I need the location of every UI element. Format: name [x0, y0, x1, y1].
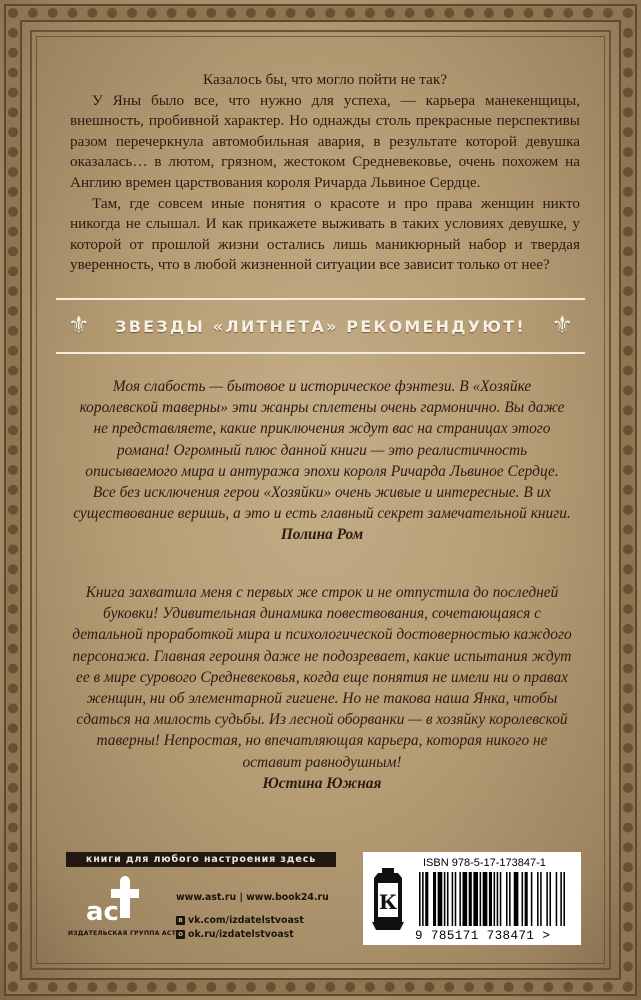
blurb-paragraph: У Яны было все, что нужно для успеха, — карьера манекенщицы, внешность, пробивной характер. Но однажды столь прекрасные перспективы разом перечеркнула автомобильная авария, в результате которой девушка оказалась… в лютом, грязном, жестоком Средневековье, очень похожем на Англию времен царствования короля Ричарда Львиное Сердце.	[70, 91, 580, 191]
barcode-bar	[447, 872, 449, 926]
barcode-bar	[494, 872, 496, 926]
ok-url: ok.ru/izdatelstvoast	[188, 929, 294, 940]
lantern-icon	[368, 868, 408, 934]
barcode-bar	[459, 872, 461, 926]
barcode-bar	[500, 872, 502, 926]
banner-title: ЗВЕЗДЫ «ЛИТНЕТА» РЕКОМЕНДУЮТ!	[115, 316, 526, 336]
publisher-caption: ИЗДАТЕЛЬСКАЯ ГРУППА АСТ	[67, 930, 177, 937]
barcode-bar	[509, 872, 511, 926]
barcode-bar	[560, 872, 562, 926]
barcode-bar	[438, 872, 443, 926]
websites[interactable]: www.ast.ru | www.book24.ru	[176, 892, 329, 903]
barcode-bar	[549, 872, 551, 926]
barcode-bar	[469, 872, 472, 926]
barcode-bar	[425, 872, 428, 926]
tagline-strip: книги для любого настроения здесь	[66, 852, 336, 867]
vk-link[interactable]	[176, 915, 304, 926]
barcode-bar	[525, 872, 528, 926]
review-yustina-yuzhnaya	[72, 582, 572, 794]
review-text: Моя слабость — бытовое и историческое фэнтези. В «Хозяйке королевской таверны» эти жанры сплетены очень гармонично. Вы даже не представляете, какие приключения ждут вас на страницах этого романа! Огромный плюс данной книги — это реалистичность описываемого мира и антуража эпохи короля Ричарда Львиное Сердце. Все без исключения герои «Хозяйки» очень живые и интересные. В их существование веришь, а это и есть главный секрет замечательной книги.	[73, 378, 571, 523]
review-polina-rom	[72, 376, 572, 546]
barcode-bar	[452, 872, 454, 926]
barcode-bar	[497, 872, 499, 926]
barcode-bar	[563, 872, 565, 926]
barcode-bar	[531, 872, 533, 926]
isbn: ISBN 978-5-17-173847-1	[423, 857, 546, 869]
barcode-bar	[483, 872, 488, 926]
barcode-bar	[473, 872, 478, 926]
review-text: Книга захватила меня с первых же строк и не отпустила до последней буковки! Удивительная динамика повествования, сочетающаяся с детальной проработкой мира и психологической достоверностью каждого персонажа. Главная героиня даже не подозревает, какие испытания ждут ее в мире сурового Средневековья, когда еще понятия не имели ни о правах женщин, ни об элементарной гигиене. Но не такова наша Янка, чтобы сдаться на милость судьбы. Из лесной оборванки — в хозяйку королевской таверны! Непростая, но впечатляющая карьера, которая никого не оставит равнодушным!	[72, 584, 572, 771]
barcode-number: 9 785171 738471 >	[415, 929, 551, 943]
barcode-bar	[546, 872, 548, 926]
barcode-bar	[537, 872, 539, 926]
blurb-paragraph: Там, где совсем иные понятия о красоте и про права женщин никто никогда не слышал. И как прикажете выживать в таких условиях девушке, у которой от прошлой жизни остались лишь маникюрный набор и твердая уверенность, что в любой жизненной ситуации все зависит только от нее?	[70, 194, 580, 274]
recommendation-banner	[56, 298, 585, 354]
barcode-bar	[419, 872, 421, 926]
vk-icon: в	[176, 916, 185, 925]
barcode-bar	[540, 872, 542, 926]
logo-text: ac	[86, 897, 119, 927]
barcode-bar	[514, 872, 519, 926]
ok-icon: о	[176, 930, 185, 939]
barcode-bar	[462, 872, 467, 926]
barcode-bar	[433, 872, 436, 926]
blurb-paragraph: Казалось бы, что могло пойти не так?	[203, 71, 447, 88]
barcode-bar	[506, 872, 508, 926]
barcode-bar	[455, 872, 457, 926]
book-blurb	[70, 70, 580, 276]
barcode-bar	[522, 872, 524, 926]
barcode-bar	[480, 872, 482, 926]
barcode-bar	[444, 872, 446, 926]
barcode-bar	[422, 872, 424, 926]
fleur-de-lis-icon: ⚜	[68, 311, 90, 339]
svg-text:К: К	[378, 890, 398, 914]
barcode-bar	[556, 872, 558, 926]
barcode-bar	[489, 872, 492, 926]
fleur-de-lis-icon: ⚜	[551, 311, 573, 339]
ast-logo-icon	[84, 876, 156, 928]
barcode-icon	[419, 872, 569, 928]
ok-link[interactable]	[176, 929, 294, 940]
review-author: Полина Ром	[280, 526, 364, 544]
vk-url: vk.com/izdatelstvoast	[188, 915, 304, 926]
barcode-box	[363, 852, 581, 945]
review-author: Юстина Южная	[262, 774, 382, 792]
